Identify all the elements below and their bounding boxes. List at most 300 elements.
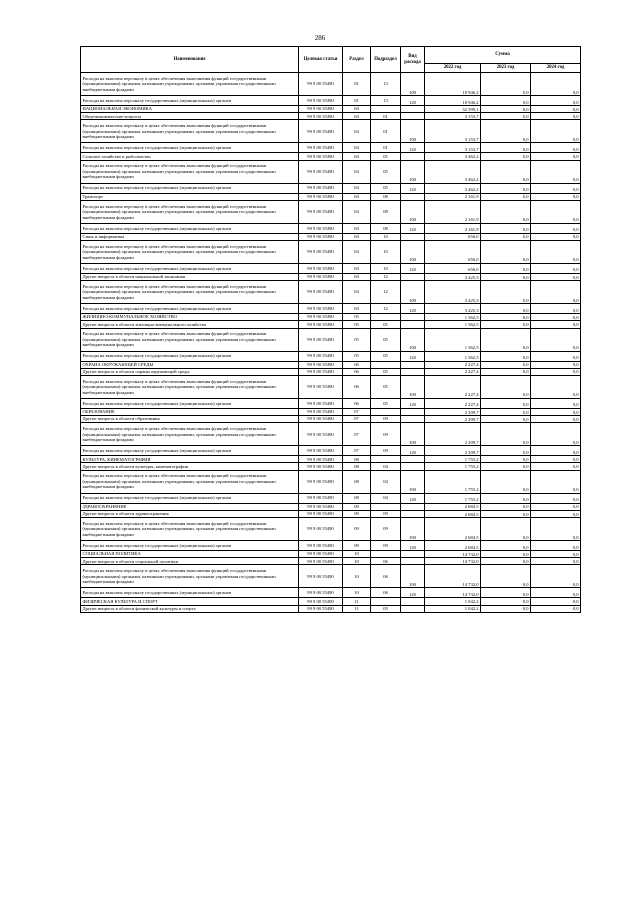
cell-expense-type: 120	[401, 304, 425, 314]
cell-target: 99 9 00 55490	[299, 143, 343, 153]
cell-name: Расходы на выплаты персоналу в целях обеспечения выполнения функций государственными (муниципальными) органами, казенными учреждениями, органами управления государственными внебюджетными фондами	[81, 120, 299, 143]
cell-2022: 1 755,2	[425, 470, 481, 493]
cell-target: 99 9 00 55490	[299, 416, 343, 423]
cell-2022: 2 227,4	[425, 368, 481, 375]
cell-2022: 3 462,2	[425, 160, 481, 183]
cell-name: Расходы на выплаты персоналу в целях обеспечения выполнения функций государственными (муниципальными) органами, казенными учреждениями, органами управления государственными внебюджетными фондами	[81, 328, 299, 351]
cell-2022: 3 153,7	[425, 113, 481, 120]
table-row	[81, 510, 581, 517]
cell-2022: 1 755,2	[425, 463, 481, 470]
cell-2024: 0,0	[531, 361, 581, 368]
cell-section: 10	[343, 588, 371, 598]
cell-subsection: 13	[371, 73, 401, 96]
cell-2023: 0,0	[481, 113, 531, 120]
cell-2023: 0,0	[481, 518, 531, 541]
cell-target: 99 9 00 55490	[299, 375, 343, 398]
cell-2022: 2 161,9	[425, 200, 481, 223]
cell-2024: 0,0	[531, 463, 581, 470]
cell-expense-type: 120	[401, 263, 425, 273]
cell-target: 99 9 00 55490	[299, 273, 343, 280]
cell-2022: 2 227,4	[425, 361, 481, 368]
cell-section: 05	[343, 321, 371, 328]
cell-subsection	[371, 503, 401, 510]
table-row	[81, 456, 581, 463]
table-row	[81, 351, 581, 361]
table-row	[81, 96, 581, 106]
cell-target: 99 9 00 55490	[299, 240, 343, 263]
cell-expense-type: 100	[401, 518, 425, 541]
cell-expense-type	[401, 463, 425, 470]
cell-2024: 0,0	[531, 200, 581, 223]
cell-name: Расходы на выплаты персоналу в целях обеспечения выполнения функций государственными (муниципальными) органами, казенными учреждениями, органами управления государственными внебюджетными фондами	[81, 470, 299, 493]
cell-subsection: 05	[371, 183, 401, 193]
cell-section: 07	[343, 408, 371, 415]
cell-expense-type: 120	[401, 493, 425, 503]
cell-subsection: 05	[371, 605, 401, 612]
cell-2023: 0,0	[481, 200, 531, 223]
cell-expense-type	[401, 408, 425, 415]
cell-2022: 3 153,7	[425, 120, 481, 143]
cell-name: Расходы на выплаты персоналу в целях обеспечения выполнения функций государственными (муниципальными) органами, казенными учреждениями, органами управления государственными внебюджетными фондами	[81, 240, 299, 263]
cell-name: Общеэкономические вопросы	[81, 113, 299, 120]
cell-2022: 2 299,7	[425, 416, 481, 423]
cell-name: Расходы на выплаты персоналу государственных (муниципальных) органов	[81, 223, 299, 233]
table-body	[81, 73, 581, 613]
header-name: Наименование	[81, 47, 299, 73]
cell-2024: 0,0	[531, 398, 581, 408]
cell-subsection: 05	[371, 375, 401, 398]
cell-name: НАЦИОНАЛЬНАЯ ЭКОНОМИКА	[81, 106, 299, 113]
cell-2023: 0,0	[481, 416, 531, 423]
cell-expense-type: 100	[401, 240, 425, 263]
cell-subsection: 04	[371, 493, 401, 503]
cell-subsection: 05	[371, 321, 401, 328]
table-row	[81, 368, 581, 375]
cell-expense-type	[401, 598, 425, 605]
cell-2023: 0,0	[481, 361, 531, 368]
cell-2024: 0,0	[531, 503, 581, 510]
table-row	[81, 398, 581, 408]
cell-expense-type	[401, 273, 425, 280]
cell-expense-type	[401, 321, 425, 328]
cell-section: 07	[343, 446, 371, 456]
table-row	[81, 273, 581, 280]
cell-2022: 656,0	[425, 233, 481, 240]
cell-2023: 0,0	[481, 240, 531, 263]
cell-subsection: 05	[371, 160, 401, 183]
cell-2024: 0,0	[531, 314, 581, 321]
cell-2024: 0,0	[531, 558, 581, 565]
cell-2022: 2 299,7	[425, 446, 481, 456]
cell-2024: 0,0	[531, 605, 581, 612]
table-row	[81, 281, 581, 304]
cell-name: Расходы на выплаты персоналу государственных (муниципальных) органов	[81, 143, 299, 153]
cell-2023: 0,0	[481, 351, 531, 361]
cell-2022: 2 684,5	[425, 510, 481, 517]
cell-name: Другие вопросы в области физической культуры и спорта	[81, 605, 299, 612]
cell-target: 99 9 00 55490	[299, 263, 343, 273]
cell-expense-type	[401, 193, 425, 200]
cell-2024: 0,0	[531, 263, 581, 273]
cell-subsection: 01	[371, 120, 401, 143]
cell-name: Другие вопросы в области здравоохранения	[81, 510, 299, 517]
cell-2024: 0,0	[531, 73, 581, 96]
cell-2022: 656,0	[425, 263, 481, 273]
cell-subsection	[371, 408, 401, 415]
cell-subsection: 06	[371, 565, 401, 588]
cell-2022: 3 425,3	[425, 304, 481, 314]
cell-2023: 0,0	[481, 223, 531, 233]
cell-expense-type: 100	[401, 375, 425, 398]
cell-2023: 0,0	[481, 463, 531, 470]
cell-2023: 0,0	[481, 541, 531, 551]
cell-2023: 0,0	[481, 153, 531, 160]
cell-target: 99 9 00 55490	[299, 193, 343, 200]
cell-subsection: 12	[371, 304, 401, 314]
table-row	[81, 321, 581, 328]
cell-section: 04	[343, 143, 371, 153]
cell-2022: 2 684,5	[425, 541, 481, 551]
cell-section: 04	[343, 193, 371, 200]
cell-2023: 0,0	[481, 588, 531, 598]
cell-target: 99 9 00 55490	[299, 183, 343, 193]
cell-2023: 0,0	[481, 558, 531, 565]
cell-target: 99 9 00 55490	[299, 588, 343, 598]
cell-section: 07	[343, 416, 371, 423]
cell-name: Транспорт	[81, 193, 299, 200]
cell-2024: 0,0	[531, 470, 581, 493]
cell-section: 09	[343, 510, 371, 517]
cell-subsection	[371, 598, 401, 605]
cell-expense-type: 100	[401, 200, 425, 223]
cell-2024: 0,0	[531, 96, 581, 106]
cell-2022: 2 299,7	[425, 408, 481, 415]
cell-name: Расходы на выплаты персоналу в целях обеспечения выполнения функций государственными (муниципальными) органами, казенными учреждениями, органами управления государственными внебюджетными фондами	[81, 281, 299, 304]
cell-subsection: 01	[371, 113, 401, 120]
cell-subsection: 09	[371, 416, 401, 423]
cell-expense-type: 120	[401, 351, 425, 361]
cell-expense-type	[401, 510, 425, 517]
cell-section: 04	[343, 263, 371, 273]
table-row	[81, 183, 581, 193]
cell-2023: 0,0	[481, 120, 531, 143]
cell-target: 99 9 00 55490	[299, 328, 343, 351]
cell-section: 05	[343, 328, 371, 351]
cell-2022: 10 946,2	[425, 73, 481, 96]
cell-2023: 0,0	[481, 598, 531, 605]
cell-subsection: 09	[371, 423, 401, 446]
cell-target: 99 9 00 55490	[299, 351, 343, 361]
cell-2024: 0,0	[531, 223, 581, 233]
cell-target: 99 9 00 55490	[299, 503, 343, 510]
cell-name: ОХРАНА ОКРУЖАЮЩЕЙ СРЕДЫ	[81, 361, 299, 368]
table-row	[81, 73, 581, 96]
cell-section: 04	[343, 273, 371, 280]
cell-2024: 0,0	[531, 160, 581, 183]
cell-target: 99 9 00 55490	[299, 510, 343, 517]
cell-subsection: 09	[371, 446, 401, 456]
cell-subsection: 05	[371, 398, 401, 408]
cell-name: Связь и информатика	[81, 233, 299, 240]
cell-section: 08	[343, 456, 371, 463]
cell-2024: 0,0	[531, 551, 581, 558]
table-row	[81, 503, 581, 510]
cell-name: СОЦИАЛЬНАЯ ПОЛИТИКА	[81, 551, 299, 558]
cell-expense-type	[401, 558, 425, 565]
cell-expense-type: 120	[401, 446, 425, 456]
cell-section: 01	[343, 96, 371, 106]
cell-section: 04	[343, 233, 371, 240]
cell-name: Другие вопросы в области социальной политики	[81, 558, 299, 565]
cell-expense-type	[401, 456, 425, 463]
cell-name: Другие вопросы в области национальной экономики	[81, 273, 299, 280]
cell-2023: 0,0	[481, 96, 531, 106]
cell-2022: 2 684,5	[425, 503, 481, 510]
cell-2024: 0,0	[531, 240, 581, 263]
cell-2024: 0,0	[531, 598, 581, 605]
table-row	[81, 200, 581, 223]
cell-target: 99 9 00 55490	[299, 314, 343, 321]
cell-2024: 0,0	[531, 510, 581, 517]
cell-section: 04	[343, 281, 371, 304]
cell-section: 01	[343, 73, 371, 96]
table-row	[81, 416, 581, 423]
cell-section: 10	[343, 565, 371, 588]
cell-2024: 0,0	[531, 375, 581, 398]
cell-name: Расходы на выплаты персоналу государственных (муниципальных) органов	[81, 351, 299, 361]
cell-expense-type: 100	[401, 120, 425, 143]
page-number: 286	[314, 34, 326, 42]
cell-expense-type: 120	[401, 588, 425, 598]
cell-target: 99 9 00 55490	[299, 463, 343, 470]
table-row	[81, 304, 581, 314]
cell-2022: 1 362,5	[425, 321, 481, 328]
cell-2022: 656,0	[425, 240, 481, 263]
cell-section: 08	[343, 463, 371, 470]
table-row	[81, 193, 581, 200]
cell-2023: 0,0	[481, 304, 531, 314]
cell-subsection: 05	[371, 351, 401, 361]
header-2023: 2023 год	[481, 64, 531, 73]
cell-subsection: 09	[371, 518, 401, 541]
cell-name: Расходы на выплаты персоналу государственных (муниципальных) органов	[81, 446, 299, 456]
cell-subsection: 08	[371, 193, 401, 200]
cell-section: 04	[343, 120, 371, 143]
cell-2022: 2 161,9	[425, 223, 481, 233]
cell-2024: 0,0	[531, 541, 581, 551]
cell-section: 10	[343, 551, 371, 558]
cell-target: 99 9 00 55490	[299, 493, 343, 503]
cell-expense-type: 100	[401, 470, 425, 493]
cell-2022: 1 755,2	[425, 456, 481, 463]
header-subsection: Подраздел	[371, 47, 401, 73]
cell-2022: 14 732,0	[425, 551, 481, 558]
cell-subsection	[371, 551, 401, 558]
cell-section: 11	[343, 598, 371, 605]
table-row	[81, 551, 581, 558]
cell-2023: 0,0	[481, 375, 531, 398]
cell-2023: 0,0	[481, 368, 531, 375]
cell-2023: 0,0	[481, 314, 531, 321]
cell-section: 04	[343, 183, 371, 193]
cell-2022: 1 755,2	[425, 493, 481, 503]
cell-2023: 0,0	[481, 193, 531, 200]
cell-2024: 0,0	[531, 588, 581, 598]
cell-2023: 0,0	[481, 503, 531, 510]
cell-2024: 0,0	[531, 120, 581, 143]
cell-expense-type: 100	[401, 328, 425, 351]
cell-subsection: 06	[371, 588, 401, 598]
cell-2024: 0,0	[531, 143, 581, 153]
cell-subsection	[371, 361, 401, 368]
cell-target: 99 9 00 55490	[299, 233, 343, 240]
cell-2023: 0,0	[481, 605, 531, 612]
cell-2023: 0,0	[481, 73, 531, 96]
cell-target: 99 9 00 55490	[299, 565, 343, 588]
cell-subsection: 08	[371, 223, 401, 233]
table-row	[81, 153, 581, 160]
cell-2023: 0,0	[481, 143, 531, 153]
cell-expense-type	[401, 368, 425, 375]
cell-2022: 2 227,4	[425, 398, 481, 408]
cell-2022: 3 425,3	[425, 273, 481, 280]
cell-name: Другие вопросы в области охраны окружающей среды	[81, 368, 299, 375]
cell-name: Расходы на выплаты персоналу государственных (муниципальных) органов	[81, 304, 299, 314]
cell-2024: 0,0	[531, 351, 581, 361]
cell-2022: 1 362,5	[425, 314, 481, 321]
cell-section: 04	[343, 223, 371, 233]
cell-target: 99 9 00 55490	[299, 598, 343, 605]
cell-target: 99 9 00 55490	[299, 160, 343, 183]
cell-name: Расходы на выплаты персоналу государственных (муниципальных) органов	[81, 588, 299, 598]
cell-target: 99 9 00 55490	[299, 423, 343, 446]
cell-section: 10	[343, 558, 371, 565]
cell-target: 99 9 00 55490	[299, 368, 343, 375]
cell-2023: 0,0	[481, 328, 531, 351]
cell-expense-type	[401, 113, 425, 120]
header-section: Раздел	[343, 47, 371, 73]
cell-2022: 2 684,5	[425, 518, 481, 541]
cell-expense-type	[401, 314, 425, 321]
cell-expense-type: 120	[401, 541, 425, 551]
cell-section: 09	[343, 541, 371, 551]
cell-2022: 1 362,5	[425, 328, 481, 351]
cell-2024: 0,0	[531, 493, 581, 503]
cell-target: 99 9 00 55490	[299, 321, 343, 328]
cell-name: ФИЗИЧЕСКАЯ КУЛЬТУРА И СПОРТ	[81, 598, 299, 605]
cell-2023: 0,0	[481, 273, 531, 280]
cell-subsection: 10	[371, 263, 401, 273]
cell-name: Расходы на выплаты персоналу государственных (муниципальных) органов	[81, 398, 299, 408]
table-row	[81, 558, 581, 565]
table-row	[81, 106, 581, 113]
table-row	[81, 223, 581, 233]
cell-2022: 32 599,1	[425, 106, 481, 113]
cell-2023: 0,0	[481, 551, 531, 558]
cell-target: 99 9 00 55490	[299, 398, 343, 408]
budget-table-container	[80, 46, 580, 613]
cell-2024: 0,0	[531, 233, 581, 240]
cell-name: ЖИЛИЩНО-КОММУНАЛЬНОЕ ХОЗЯЙСТВО	[81, 314, 299, 321]
cell-2022: 2 227,4	[425, 375, 481, 398]
cell-name: Другие вопросы в области образования	[81, 416, 299, 423]
cell-target: 99 9 00 55490	[299, 304, 343, 314]
cell-name: Расходы на выплаты персоналу государственных (муниципальных) органов	[81, 493, 299, 503]
cell-2024: 0,0	[531, 153, 581, 160]
cell-2023: 0,0	[481, 263, 531, 273]
cell-2023: 0,0	[481, 106, 531, 113]
cell-name: Расходы на выплаты персоналу в целях обеспечения выполнения функций государственными (муниципальными) органами, казенными учреждениями, органами управления государственными внебюджетными фондами	[81, 518, 299, 541]
cell-expense-type	[401, 503, 425, 510]
cell-2024: 0,0	[531, 304, 581, 314]
cell-2022: 14 732,0	[425, 565, 481, 588]
cell-expense-type: 100	[401, 281, 425, 304]
header-2022: 2022 год	[425, 64, 481, 73]
cell-target: 99 9 00 55490	[299, 223, 343, 233]
cell-target: 99 9 00 55490	[299, 361, 343, 368]
table-row	[81, 375, 581, 398]
table-row	[81, 518, 581, 541]
cell-subsection: 01	[371, 143, 401, 153]
cell-2022: 10 946,2	[425, 96, 481, 106]
table-row	[81, 113, 581, 120]
cell-subsection	[371, 106, 401, 113]
table-row	[81, 160, 581, 183]
cell-expense-type: 120	[401, 183, 425, 193]
header-target: Целевая статья	[299, 47, 343, 73]
cell-2022: 2 161,9	[425, 193, 481, 200]
cell-expense-type	[401, 361, 425, 368]
cell-2023: 0,0	[481, 493, 531, 503]
table-row	[81, 233, 581, 240]
cell-2024: 0,0	[531, 446, 581, 456]
cell-section: 05	[343, 351, 371, 361]
cell-name: Другие вопросы в области культуры, кинематографии	[81, 463, 299, 470]
cell-2024: 0,0	[531, 281, 581, 304]
cell-expense-type	[401, 153, 425, 160]
table-row	[81, 588, 581, 598]
cell-target: 99 9 00 55490	[299, 605, 343, 612]
cell-target: 99 9 00 55490	[299, 106, 343, 113]
cell-2022: 3 462,2	[425, 183, 481, 193]
cell-expense-type	[401, 106, 425, 113]
cell-subsection: 12	[371, 273, 401, 280]
cell-target: 99 9 00 55490	[299, 558, 343, 565]
cell-subsection: 09	[371, 541, 401, 551]
cell-2022: 1 042,2	[425, 605, 481, 612]
cell-expense-type: 100	[401, 565, 425, 588]
cell-expense-type: 120	[401, 96, 425, 106]
cell-2024: 0,0	[531, 113, 581, 120]
table-row	[81, 314, 581, 321]
cell-2024: 0,0	[531, 368, 581, 375]
cell-2023: 0,0	[481, 233, 531, 240]
budget-table	[80, 46, 581, 613]
cell-section: 04	[343, 160, 371, 183]
table-row	[81, 565, 581, 588]
cell-section: 04	[343, 106, 371, 113]
cell-name: Расходы на выплаты персоналу государственных (муниципальных) органов	[81, 183, 299, 193]
table-row	[81, 143, 581, 153]
cell-name: Расходы на выплаты персоналу в целях обеспечения выполнения функций государственными (муниципальными) органами, казенными учреждениями, органами управления государственными внебюджетными фондами	[81, 375, 299, 398]
cell-2022: 2 299,7	[425, 423, 481, 446]
cell-2023: 0,0	[481, 321, 531, 328]
cell-2022: 1 042,2	[425, 598, 481, 605]
cell-2023: 0,0	[481, 456, 531, 463]
cell-2022: 14 732,0	[425, 558, 481, 565]
cell-subsection: 09	[371, 510, 401, 517]
table-row	[81, 263, 581, 273]
